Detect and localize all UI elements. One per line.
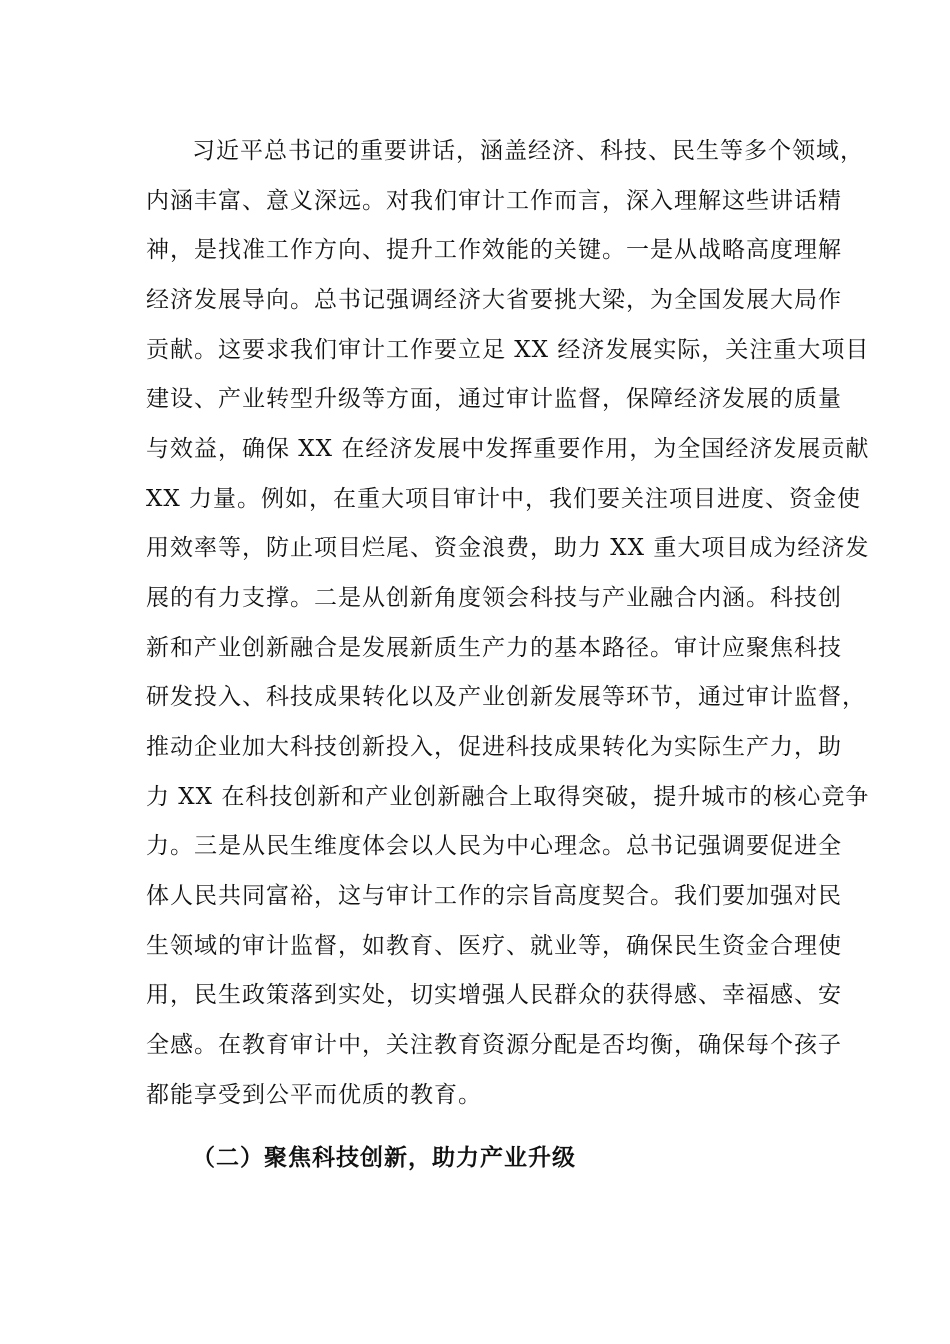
paragraph-line-10: 展的有力支撑。二是从创新角度领会科技与产业融合内涵。科技创 — [146, 585, 842, 611]
paragraph-line-3: 神，是找准工作方向、提升工作效能的关键。一是从战略高度理解 — [146, 237, 842, 263]
paragraph-line-18: 用，民生政策落到实处，切实增强人民群众的获得感、幸福感、安 — [146, 982, 842, 1008]
paragraph-line-16: 体人民共同富裕，这与审计工作的宗旨高度契合。我们要加强对民 — [146, 883, 842, 909]
paragraph-line-8: XX 力量。例如，在重大项目审计中，我们要关注项目进度、资金使 — [146, 486, 862, 512]
paragraph-line-6: 建设、产业转型升级等方面，通过审计监督，保障经济发展的质量 — [146, 386, 842, 412]
paragraph-line-9: 用效率等，防止项目烂尾、资金浪费，助力 XX 重大项目成为经济发 — [146, 535, 870, 561]
paragraph-line-7: 与效益，确保 XX 在经济发展中发挥重要作用，为全国经济发展贡献 — [146, 436, 870, 462]
paragraph-line-5: 贡献。这要求我们审计工作要立足 XX 经济发展实际，关注重大项目 — [146, 337, 870, 363]
paragraph-line-15: 力。三是从民生维度体会以人民为中心理念。总书记强调要促进全 — [146, 833, 842, 859]
paragraph-line-19: 全感。在教育审计中，关注教育资源分配是否均衡，确保每个孩子 — [146, 1032, 842, 1058]
paragraph-line-20: 都能享受到公平而优质的教育。 — [146, 1082, 482, 1108]
paragraph-line-1: 习近平总书记的重要讲话，涵盖经济、科技、民生等多个领域， — [192, 138, 864, 164]
paragraph-line-13: 推动企业加大科技创新投入，促进科技成果转化为实际生产力，助 — [146, 734, 842, 760]
paragraph-line-17: 生领域的审计监督，如教育、医疗、就业等，确保民生资金合理使 — [146, 933, 842, 959]
paragraph-line-2: 内涵丰富、意义深远。对我们审计工作而言，深入理解这些讲话精 — [146, 188, 842, 214]
paragraph-line-4: 经济发展导向。总书记强调经济大省要挑大梁，为全国发展大局作 — [146, 287, 842, 313]
section-heading: （二）聚焦科技创新，助力产业升级 — [192, 1145, 576, 1171]
paragraph-line-11: 新和产业创新融合是发展新质生产力的基本路径。审计应聚焦科技 — [146, 635, 842, 661]
paragraph-line-12: 研发投入、科技成果转化以及产业创新发展等环节，通过审计监督， — [146, 684, 866, 710]
paragraph-line-14: 力 XX 在科技创新和产业创新融合上取得突破，提升城市的核心竞争 — [146, 784, 870, 810]
